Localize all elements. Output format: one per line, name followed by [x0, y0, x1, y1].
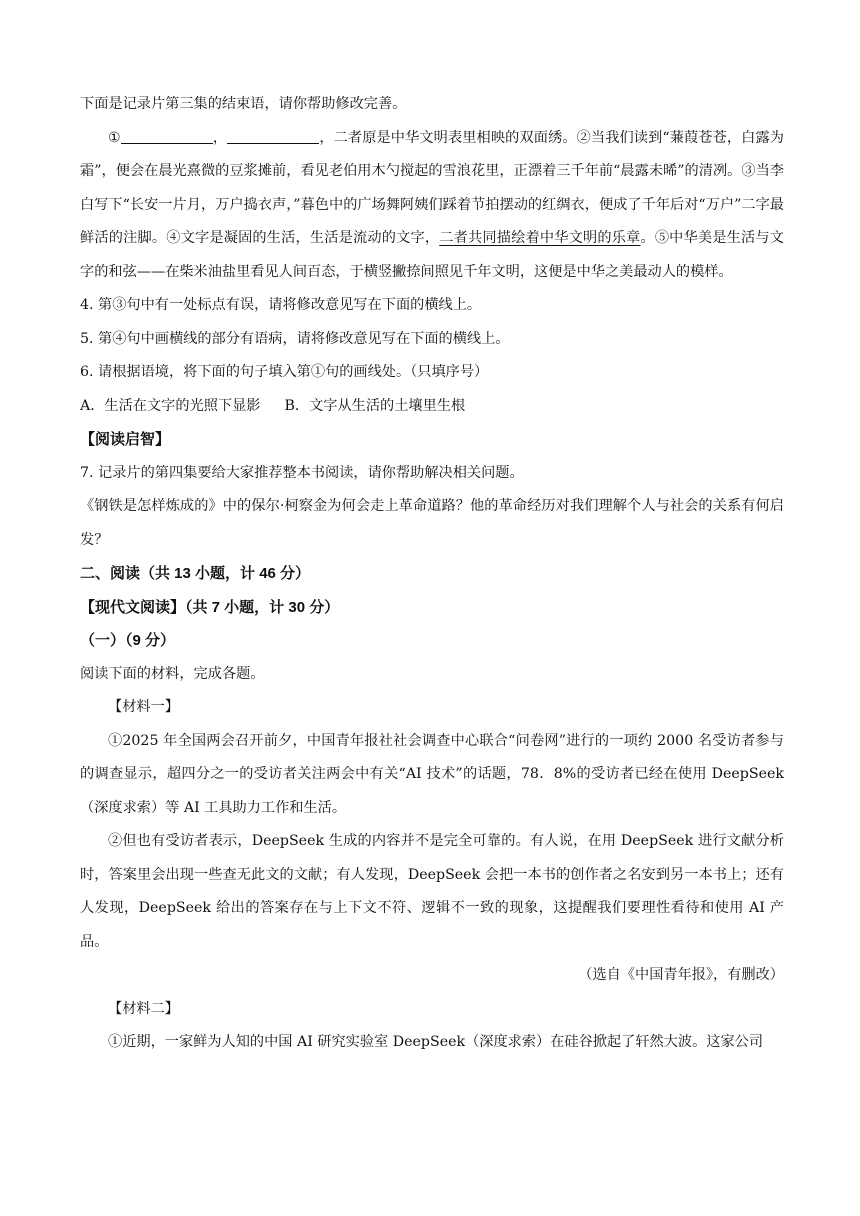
option-b: B．文字从生活的土壤里生根 — [284, 397, 466, 414]
material-2-label: 【材料二】 — [108, 1000, 179, 1017]
intro-text: 下面是记录片第三集的结束语，请你帮助修改完善。 — [80, 96, 407, 112]
material-1-source: （选自《中国青年报》，有删改） — [578, 967, 784, 983]
sentence-1-end: ，二者原是中华文明表里相映的双面绣。 — [319, 129, 577, 146]
instruction-text: 阅读下面的材料，完成各题。 — [80, 665, 265, 682]
section-reading-inspire: 【阅读启智】 — [80, 431, 171, 448]
fill-blank-2[interactable] — [227, 129, 319, 144]
sentence-2: ②当我们读到“蒹葭苍苍，白露为霜”，便会在晨光熹微的豆浆摊前，看见老伯用木勺搅起的雪浪花里，正漂着三千年前“晨露未晞”的清冽。 — [80, 129, 784, 179]
option-a: A．生活在文字的光照下显影 — [80, 397, 261, 414]
question-7-text: 《钢铁是怎样炼成的》中的保尔·柯察金为何会走上革命道路？他的革命经历对我们理解个人与社会的关系有何启发？ — [80, 498, 784, 548]
sentence-1-separator: ， — [212, 129, 228, 146]
material-1-label: 【材料一】 — [108, 699, 179, 715]
part-2-title: 二、阅读（共 13 小题，计 46 分） — [80, 565, 311, 582]
sentence-4-underlined: 二者共同描绘着中华文明的乐章 — [439, 230, 641, 246]
passage-paragraph — [80, 122, 784, 290]
sentence-1-number: ① — [108, 129, 121, 146]
sentence-3: ③当李白写下“长安一片月，万户捣衣声，”暮色中的广场舞阿姨们踩着节拍摆动的红绸衣，便成了千年后对“万户”二字最鲜活的注脚。 — [80, 163, 784, 246]
material-1-paragraph-1: ①2025 年全国两会召开前夕，中国青年报社社会调查中心联合“问卷网”进行的一项约 2000 名受访者参与的调查显示，超四分之一的受访者关注两会中有关“AI 技术”的话题，78．8%的受访者已经在使用 DeepSeek（深度求索）等 AI 工具助力工作和生活。 — [80, 732, 784, 816]
sentence-4-end: 。 — [640, 230, 655, 246]
sentence-4-start: ④文字是凝固的生活，生活是流动的文字， — [166, 230, 440, 246]
question-4: 4. 第③句中有一处标点有误，请将修改意见写在下面的横线上。 — [80, 297, 482, 313]
material-1-paragraph-2: ②但也有受访者表示，DeepSeek 生成的内容并不是完全可靠的。有人说，在用 DeepSeek 进行文献分析时，答案里会出现一些查无此文的文献；有人发现，DeepSeek 会把一本书的创作者之名安到另一本书上；还有人发现，DeepSeek 给出的答案存在与上下文不符、逻辑不一致的现象，这提醒我们要理性看待和使用 AI 产品。 — [80, 833, 784, 950]
fill-blank-1[interactable] — [121, 129, 213, 144]
document-page — [80, 88, 784, 1060]
question-6: 6. 请根据语境，将下面的句子填入第①句的画线处。（只填序号） — [80, 364, 489, 380]
question-6-options — [80, 390, 784, 424]
question-7: 7. 记录片的第四集要给大家推荐整本书阅读，请你帮助解决相关问题。 — [80, 464, 524, 481]
question-5: 5. 第④句中画横线的部分有语病，请将修改意见写在下面的横线上。 — [80, 330, 510, 347]
subsection-1-title: （一）（9 分） — [80, 632, 176, 649]
sentence-5: ⑤中华美是生活与文字的和弦——在柴米油盐里看见人间百态，于横竖撇捺间照见千年文明，这便是中华之美最动人的模样。 — [80, 230, 784, 280]
modern-reading-title: 【现代文阅读】（共 7 小题，计 30 分） — [80, 598, 340, 616]
material-2-paragraph-1: ①近期，一家鲜为人知的中国 AI 研究实验室 DeepSeek（深度求索）在硅谷掀起了轩然大波。这家公司 — [108, 1034, 764, 1050]
